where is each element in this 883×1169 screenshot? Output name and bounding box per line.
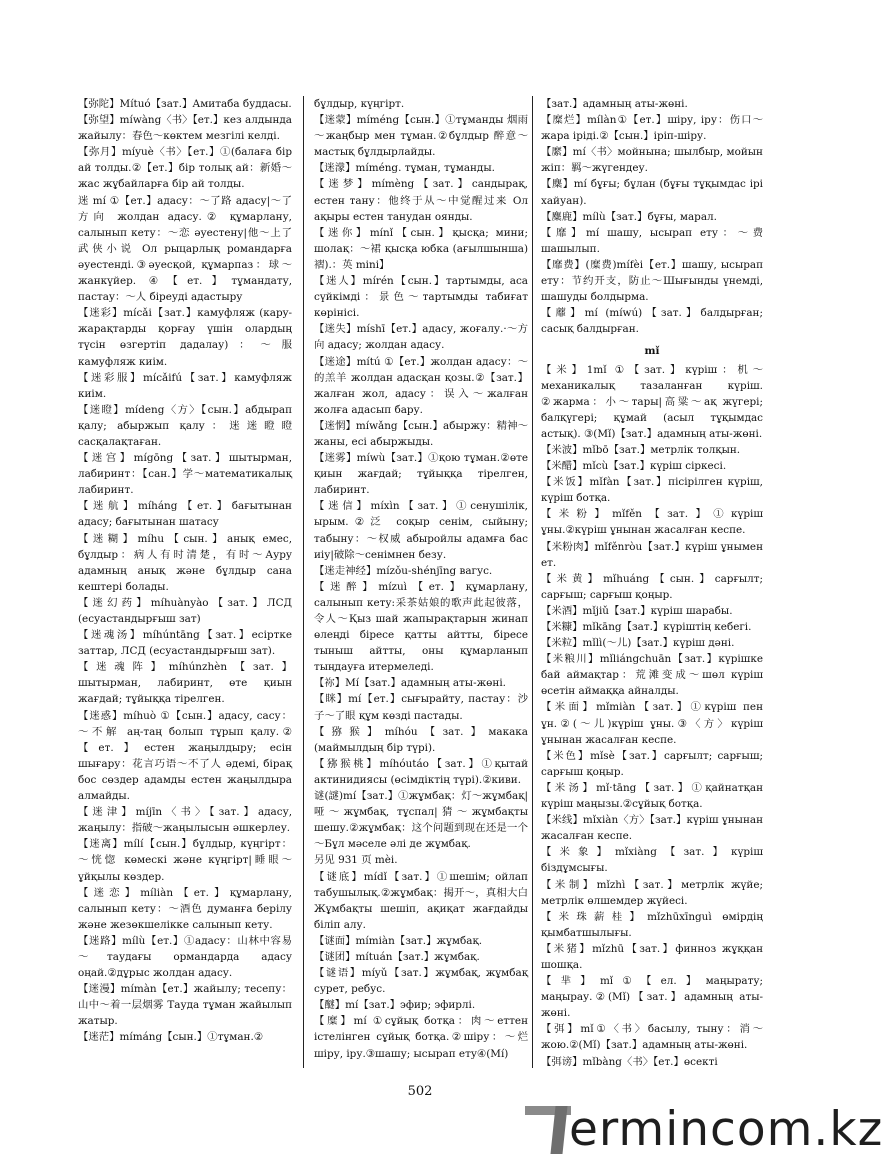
dictionary-entry: 【迷魂阵】míhúnzhèn【зат.】шытырман, лабиринт, өте қиын жағдай; тұйыққа тірелген. — [78, 661, 292, 706]
dictionary-entry: 【迷惘】míwǎng【сын.】абыржу：精神～жаны, есі абыржыды. — [314, 419, 528, 448]
dictionary-entry: 【迷濛】míméng. тұман, тұманды. — [314, 162, 495, 175]
dictionary-entry: 【迷惑】míhuò ①【сын.】адасу, сасу：～不解 аң-таң болып тұрып қалу.②【ет.】естен жаңылдыру; есін шығару：花言巧语～不了人 әдемі, бірақ бос сөздер адамды естен жаңылдыра алмайды. — [78, 709, 292, 803]
dictionary-entry: 【米汤】mǐ·tāng【зат.】①қайнатқан күріш маңызы.②сұйық ботқа. — [541, 781, 763, 811]
dictionary-entry: 【迷航】míháng【ет.】бағытынан адасу; бағытынан шатасу — [78, 500, 292, 529]
dictionary-entry: 【靡】mí шашу, ысырап ету：～费 шашылып. — [541, 226, 763, 255]
dictionary-entry: 【米象】mǐxiàng【зат.】күріш біздұмсығы. — [541, 846, 763, 875]
logo-wordmark: ermincom.kz — [569, 1102, 883, 1157]
dictionary-entry: 【糜烂】mílàn①【ет.】шіру, іру：伤口～жара іріді.②【сын.】іріп-шіру. — [541, 114, 763, 143]
page-number: 502 — [407, 1084, 433, 1099]
dictionary-entry: 【迷梦】mímèng【зат.】сандырақ, естен тану：他终于从～中觉醒过来 Ол ақыры естен танудан оянды. — [314, 178, 528, 223]
dictionary-entry: 【谜团】mítuán【зат.】жұмбақ. — [314, 950, 480, 963]
dictionary-entry: 【米糠】mǐkāng【зат.】күріштің кебегі. — [541, 621, 752, 633]
termincom-logo — [525, 1098, 883, 1160]
dictionary-entry: 【迷彩】mícǎi【зат.】камуфляж (карy-жарақтарды қорғау үшін олардың түсін өзгертіп дадалау)：～服 камуфляж киім. — [78, 307, 292, 368]
dictionary-entry: 【米粉肉】mǐfěnròu【зат.】күріш ұнымен ет. — [541, 540, 763, 569]
dictionary-entry: 【米醋】mǐcù【зат.】күріш сіркесі. — [541, 460, 727, 473]
dictionary-entry: 【麋鹿】mílù【зат.】бұғы, марал. — [541, 210, 717, 223]
dictionary-entry: 【麋】mí бұғы; бұлан (бұғы тұқымдас ірі хайуан). — [541, 178, 763, 207]
dictionary-entry: 【米饭】mǐfàn【зат.】пісірілген күріш, күріш ботқа. — [541, 476, 763, 505]
dictionary-entry: 【谜面】mímiàn【зат.】жұмбақ. — [314, 934, 483, 947]
dictionary-entry: 【弥陀】Mítuó【зат.】Амитаба буддасы. — [78, 98, 292, 110]
dictionary-entry: 【靡费】(糜费)mífèi【ет.】шашу, ысырап ету：节约开支，防止～Шығынды үнемді, шашуды болдырма. — [541, 258, 763, 304]
dictionary-entry: 【弭谤】mǐbàng〈书〉【ет.】өсекті — [541, 1055, 718, 1068]
dictionary-entry: 【迷彩服】mícǎifú【зат.】камуфляж киім. — [78, 371, 292, 400]
dictionary-entry: 【芈】mǐ①【ел.】маңырату; маңырау.②(Mǐ)【зат.】адамның аты-жөні. — [541, 975, 763, 1020]
dictionary-entry: 【弭】mǐ①〈书〉басылу, тыну：消～жою.②(Mǐ)【зат.】адамның аты-жөні. — [541, 1023, 763, 1052]
dictionary-entry: 【迷路】mílù【ет.】①адасу：山林中容易～таудағы ормандарда адасу оңай.②дұрыс жолдан адасу. — [78, 934, 292, 980]
dictionary-entry: 【迷恋】míliàn【ет.】құмарлану, салынып кету：～酒色 думанға берілу және жезөкшелікке салынып кету. — [78, 886, 292, 931]
dictionary-entry: 【迷宫】mígōng【зат.】шытырман, лабиринт：【сан.】学～математикалық лабиринт. — [78, 452, 292, 497]
dictionary-entry: 【米制】mǐzhì【зат.】метрлік жүйе; метрлік өлшемдер жүйесі. — [541, 878, 763, 907]
dictionary-entry: 【祢】Mí【зат.】адамның аты-жөні. — [314, 677, 506, 690]
dictionary-entry: 【зат.】адамның аты-жөні. — [541, 98, 688, 110]
dictionary-entry: 【迷失】míshī【ет.】адасу, жоғалу.·～方向 адасу; жолдан адасу. — [314, 323, 528, 352]
dictionary-entry: 【米粒】mǐlì(～儿)【зат.】күріш дәні. — [541, 637, 735, 650]
dictionary-entry: 【谜语】míyǔ【зат.】жұмбақ, жұмбақ сурет, ребус. — [314, 967, 528, 996]
dictionary-entry: 迷 mí ①【ет.】адасу：～了路 адасу|～了方向 жолдан адасу.② құмарлану, салынып кету：～恋 әуестену|他～上了武侠小说 Ол рыцарлық романдарға әуестенді.③әуесқой, құмарпаз：球～жанкүйер. ④【ет.】тұмандату, пастау：～人 біреуді адастыру — [78, 194, 292, 304]
section-heading: mǐ — [644, 345, 660, 358]
dictionary-entry: 【米黄】mǐhuáng【сын.】сарғылт; сарғыш; сарғыш қоңыр. — [541, 572, 763, 601]
dictionary-entry: 【猕猴桃】míhóutáo【зат.】①қытай актинидиясы (өсімдіктің түрі).②киви. — [314, 757, 528, 786]
dictionary-entry: 【迷茫】mímáng【сын.】①тұман.② — [78, 1031, 264, 1044]
dictionary-entry: 【米珠薪桂】mǐzhūxīnguì өмірдің қымбатшылығы. — [541, 910, 763, 939]
dictionary-entry: 【米粮川】mǐliángchuān【зат.】күрішке бай аймақтар：荒滩变成～шөл күріш өсетін аймаққа айналды. — [541, 653, 763, 698]
dictionary-entry: 【米猪】mǐzhū【зат.】финноз жұққан шошқа. — [541, 942, 763, 971]
dictionary-entry: 【弥望】míwàng〈书〉【ет.】кез алдында жайылу：春色～көктем мезгілі келді. — [78, 114, 292, 143]
dictionary-entry: 【迷你】mínǐ【сын.】қысқа; мини; шолақ：～裙 қысқа юбка (ағылшынша) 褶).：英 mini】 — [314, 226, 528, 271]
dictionary-entry: 【迷走神经】mízǒu-shénjīng вагус. — [314, 564, 493, 577]
dictionary-entry: 【迷瞪】mídeng〈方〉【сын.】абдырап қалу; абыржып қалу：迷迷瞪瞪 сасқалақтаған. — [78, 403, 292, 448]
dictionary-entry: 【米波】mǐbō【зат.】метрлік толқын. — [541, 443, 741, 456]
dictionary-entry: 谜(謎)mí【зат.】①жұмбақ：灯～жұмбақ|哑～жұмбақ, тұспал|猜～жұмбақты шешу.②жұмбақ：这个问题到现在还是一个～Бұл мәселе әлі де жұмбақ. — [314, 790, 528, 851]
dictionary-entry: 【米酒】mǐjiǔ【зат.】күріш шарабы. — [541, 604, 733, 617]
dictionary-entry: бұлдыр, күңгірт. — [314, 98, 405, 110]
dictionary-entry: 【迷雾】míwù【зат.】①қою тұман.②өте қиын жағдай; тұйыққа тірелген, лабиринт. — [314, 452, 528, 497]
dictionary-entry: 【米】1mǐ ①【зат.】күріш：机～механикалық тазаланған күріш. ②жарма：小～тары|高粱～ақ жүгері; балқүгері; құмай (асыл тұқымдас астық). ③(Mǐ)【зат.】адамның аты-жөні. — [541, 363, 763, 440]
dictionary-entry: 【米线】mǐxiàn〈方〉【зат.】күріш ұнынан жасалған кеспе. — [541, 814, 763, 843]
column-divider — [532, 96, 533, 1068]
dictionary-entry: 【迷幻药】míhuànyào【зат.】ЛСД (есуастандырғыш зат) — [78, 596, 292, 625]
dictionary-entry: 【迷蒙】míméng【сын.】①тұманды 烟雨～жаңбыр мен тұман.②бұлдыр 醉意～мастық бұлдырлайды. — [314, 114, 528, 159]
dictionary-entry: 【蘼】mí (míwú)【зат.】балдырған; сасық балдырған. — [541, 307, 763, 336]
dictionary-entry: 【迷信】míxìn【зат.】①сенушілік, ырым.②泛 соқыр сенім, сыйыну; табыну：～权威 абыройлы адамға бас иіу|破除～сенімнен безу. — [314, 500, 528, 561]
dictionary-entry: 【米色】mǐsè【зат.】сарғылт; сарғыш; сарғыш қоңыр. — [541, 749, 763, 778]
dictionary-entry: 【迷糊】míhu【сын.】анық емес, бұлдыр：病人有时清楚，有时～Ауру адамның анық және бұлдыр сана кештері болады. — [78, 532, 292, 593]
dictionary-entry: 【迷途】mítú ①【ет.】жолдан адасу：～的羔羊 жолдан адасқан қозы.②【зат.】жалған жол, адасу：误入～жалған жолға адасып бару. — [314, 355, 528, 416]
dictionary-entry: 【迷醉】mízuì【ет.】құмарлану, салынып кету:采茶姑娘的歌声此起彼落，令人～Қыз шай жапырақтарын жинап өлеңді біресе қатты айтты, біресе тыныш айтты, оны құмарланып тыңдауға итермеледі. — [314, 580, 528, 674]
dictionary-entry: 另见 931 页 mèi. — [314, 854, 398, 867]
dictionary-entry: 【谜底】mídǐ【зат.】①шешім; ойлап табушылық.②жұмбақ：揭开～，真相大白 Жұмбақты шешіп, ақиқат жағдайды біліп алу. — [314, 870, 528, 931]
dictionary-column-2 — [314, 96, 528, 1076]
dictionary-entry: 【迷人】mírén【сын.】тартымды, аса сүйкімді：景色～тартымды табиғат көрінісі. — [314, 275, 528, 320]
dictionary-entry: 【猕猴】míhóu【зат.】макака (маймылдың бір түрі). — [314, 725, 528, 754]
dictionary-entry: 【米面】mǐmiàn【зат.】①күріш пен ұн.②(～儿)күріш ұны.③〈方〉күріш ұнынан жасалған кеспе. — [541, 701, 763, 746]
column-divider — [303, 96, 304, 1068]
dictionary-column-3 — [541, 96, 763, 1076]
dictionary-entry: 【弥月】míyuè〈书〉【ет.】①(балаға бір ай толды.②【ет.】бір толық ай：新婚～жас жұбайларға бір ай толды. — [78, 146, 292, 191]
dictionary-entry: 【迷津】míjīn〈书〉【зат.】адасу, жаңылу：指破～жаңылысын әшкерлеу. — [78, 806, 292, 835]
dictionary-entry: 【糜】mí ①сұйық ботқа：肉～еттен істелінген сұйық ботқа.②шіру：～烂 шіру, іру.③шашу; ысырап ету④(Mí) — [314, 1015, 528, 1060]
dictionary-entry: 【眯】mí【ет.】сығырайту, пастау：沙子～了眼 құм көзді пастады. — [314, 693, 528, 722]
dictionary-entry: 【迷魂汤】míhúntāng【зат.】есіртке заттар, ЛСД (есуастандырғыш зат). — [78, 629, 292, 658]
dictionary-entry: 【迷离】mílí【сын.】бұлдыр, күңгірт：～恍惚 көмескі және күңгірт|睡眼～ұйқылы көздер. — [78, 838, 292, 883]
dictionary-entry: 【縻】mí〈书〉мойнына; шылбыр, мойын жіп：羁～жүгендеу. — [541, 146, 763, 175]
dictionary-column-1 — [78, 96, 292, 1076]
dictionary-entry: 【米粉】mǐfěn【зат.】①күріш ұны.②күріш ұнынан жасалған кеспе. — [541, 508, 763, 537]
dictionary-entry: 【迷漫】mímàn【ет.】жайылу; тесепу：山中～着一层烟雾 Тауда тұман жайылып жатыр. — [78, 983, 292, 1028]
dictionary-entry: 【醚】mí【зат.】эфир; эфирлі. — [314, 999, 476, 1012]
